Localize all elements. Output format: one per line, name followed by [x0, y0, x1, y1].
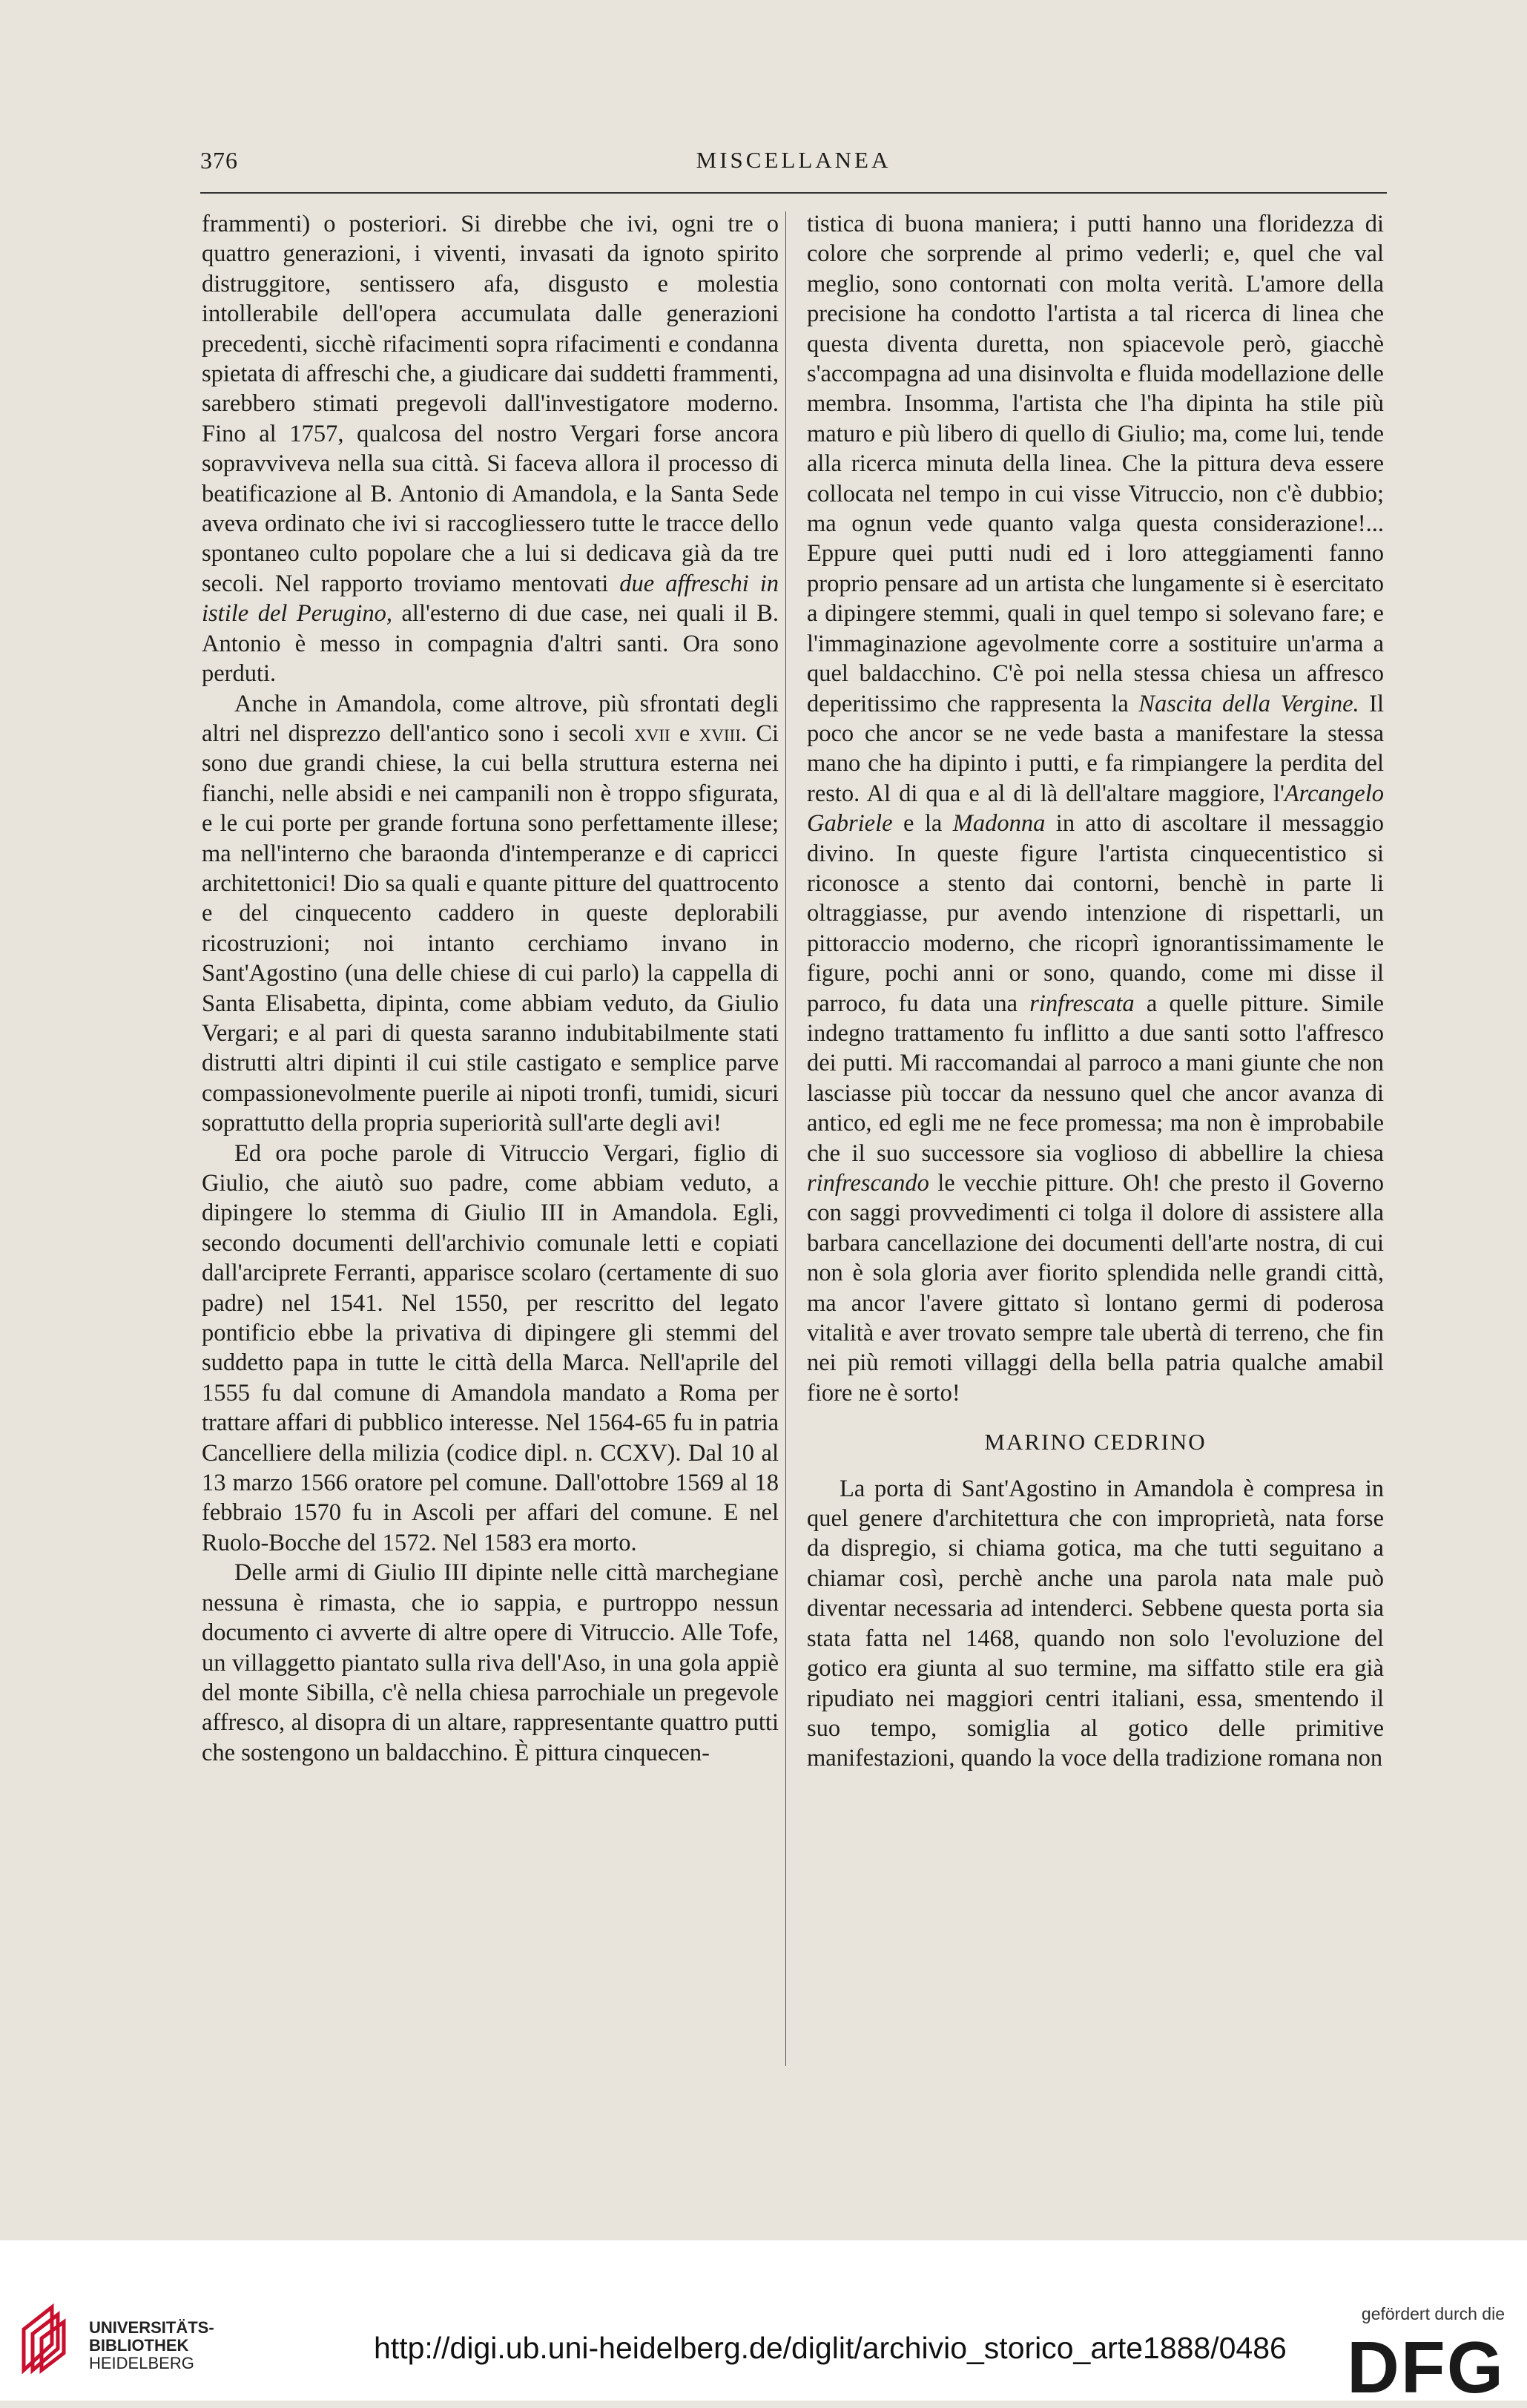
text-run: Anche in Amandola, come altrove, più sfrontati degli altri nel disprezzo dell'antico sono i secoli [202, 690, 779, 747]
page-header [200, 147, 1387, 182]
paragraph [202, 209, 779, 689]
paragraph: Ed ora poche parole di Vitruccio Vergari, figlio di Giulio, che aiutò suo padre, come abbiam veduto, a dipingere lo stemma di Giulio III in Amandola. Egli, secondo documenti dell'archivio comunale letti e copiati dall'arciprete Ferranti, apparisce scolaro (certamente di suo padre) nel 1541. Nel 1550, per rescritto del legato pontificio ebbe la privativa di dipingere gli stemmi del suddetto papa in tutte le città della Marca. Nell'aprile del 1555 fu dal comune di Amandola mandato a Roma per trattare affari di pubblico interesse. Nel 1564-65 fu in patria Cancelliere della milizia (codice dipl. n. CCXV). Dal 10 al 13 marzo 1566 oratore pel comune. Dall'ottobre 1569 al 18 febbraio 1570 fu in Ascoli per affari del comune. E nel Ruolo-Bocche del 1572. Nel 1583 era morto. [202, 1139, 779, 1556]
text-run: tistica di buona maniera; i putti hanno una floridezza di colore che sorprende al primo vederli; e, quel che val meglio, sono contornati con molta verità. L'amore della precisione ha condotto l'artista a tal ricerca di linea che questa diventa duretta, non spiacevole però, giacchè s'accompagna ad una disinvolta e fluida modellazione delle membra. Insomma, l'artista che l'ha dipinta ha stile più maturo e più libero di quello di Giulio; ma, come lui, tende alla ricerca minuta della linea. Che la pittura deva essere collocata nel tempo in cui visse Vitruccio, non c'è dubbio; ma ognun vede quanto valga questa considerazione!... Eppure quei putti nudi ed i loro atteggiamenti fanno proprio pensare ad un artista che lungamente si è esercitato a dipingere stemmi, quali in quel tempo si solevano fare; e l'immaginazione agevolmente corre a sostituire un'arma a quel baldacchino. C'è poi nella stessa chiesa un affresco deperitissimo che rappresenta la [807, 211, 1384, 717]
funded-by-label: gefördert durch die [1361, 2304, 1505, 2323]
italic-text: Madonna [952, 810, 1046, 838]
text-run: a quelle pitture. Simile indegno trattamento fu inflitto a due santi sotto l'affresco dei putti. Mi raccomandai al parroco a mani giunte che non lasciasse più toccar da nessuno quel che ancor avanza di antico, ed egli me ne fece promessa; ma non è improbabile che il suo successore sia voglioso di abbellire la chiesa [807, 990, 1385, 1167]
heidelberg-library-logo-icon [16, 2300, 80, 2374]
column-divider [785, 211, 786, 2066]
library-name-line: UNIVERSITÄTS- [89, 2318, 214, 2337]
dfg-logo: DFG [1347, 2326, 1505, 2408]
right-column [807, 209, 1384, 1774]
italic-text: rinfrescata [1029, 990, 1135, 1017]
text-run: all'esterno di due case, nei quali il B. Antonio è messo in compagnia d'altri santi. Ora sono perduti. [202, 600, 779, 688]
text-run: le vecchie pitture. Oh! che presto il Governo con saggi provvedimenti ci tolga il dolore di assistere alla barbara cancellazione dei documenti dell'arte nostra, di cui non è sola gloria aver fiorito splendida nelle grandi città, ma ancor l'avere gittato sì lontano germi di poderosa vitalità e aver trovato sempre tale ubertà di terreno, che fin nei più remoti villaggi della bella patria qualche amabil fiore ne è sorto! [807, 1170, 1384, 1407]
italic-text: Nascita della Vergine. [1138, 690, 1359, 717]
library-name-line: HEIDELBERG [89, 2354, 194, 2372]
running-title: MISCELLANEA [696, 147, 891, 173]
text-run: frammenti) o posteriori. Si direbbe che ivi, ogni tre o quattro generazioni, i viventi, invasati da ignoto spirito distruggitore, sentissero afa, disgusto e molestia intollerabile dell'opera accumulata dalle generazioni precedenti, sicchè rifacimenti sopra rifacimenti e condanna spietata di affreschi che, a giudicare dai suddetti frammenti, sarebbero stimati pregevoli dall'investigatore moderno. Fino al 1757, qualcosa del nostro Vergari forse ancora sopravviveva nella sua città. Si faceva allora il processo di beatificazione al B. Antonio di Amandola, e la Santa Sede aveva ordinato che ivi si raccogliessero tutte le tracce dello spontaneo culto popolare che a lui si dedicava già da tre secoli. Nel rapporto troviamo mentovati [202, 211, 779, 597]
source-url-link[interactable]: http://digi.ub.uni-heidelberg.de/diglit/archivio_storico_arte1888/0486 [374, 2331, 1287, 2365]
roman-numeral: xvii [634, 720, 670, 747]
paragraph: Delle armi di Giulio III dipinte nelle città marchegiane nessuna è rimasta, che io sappia, e purtroppo nessun documento ci avverte di altre opere di Vitruccio. Alle Tofe, un villaggetto piantato sulla riva dell'Aso, in una gola appiè del monte Sibilla, c'è nella chiesa parrochiale un pregevole affresco, al disopra di un altare, rappresentante quattro putti che sostengono un baldacchino. È pittura cinquecen- [202, 1559, 779, 1766]
text-run: in atto di ascoltare il messaggio divino. In queste figure l'artista cinquecentistico si riconosce a stento dai contorni, benchè in parte li oltraggiasse, pur avendo intenzione di rispettarli, un pittoraccio moderno, che ricoprì ignorantissimamente le figure, pochi anni or sono, quando, come mi disse il parroco, fu data una [807, 810, 1385, 1017]
author-signature: MARINO CEDRINO [984, 1429, 1207, 1455]
paragraph [807, 209, 1384, 1408]
italic-text: rinfrescando [807, 1170, 929, 1197]
roman-numeral: xviii. [699, 720, 747, 747]
left-column [202, 209, 779, 1768]
paragraph: La porta di Sant'Agostino in Amandola è compresa in quel genere d'architettura che con improprietà, nata forse da dispregio, si chiama gotica, ma che tutti seguitano a chiamar così, perchè anche una parola nata male può diventar necessaria ad intenderci. Sebbene questa porta sia stata fatta nel 1468, quando non solo l'evoluzione del gotico era giunta al suo termine, ma siffatto stile era già ripudiato nei maggiori centri italiani, essa, smentendo il suo tempo, somiglia al gotico delle primitive manifestazioni, quando la voce della tradizione romana non [807, 1475, 1384, 1772]
paragraph [202, 689, 779, 1139]
text-run: Ci sono due grandi chiese, la cui bella struttura esterna nei fianchi, nelle absidi e nei campanili non è troppo sfigurata, e le cui porte per grande fortuna sono perfettamente illese; ma nell'interno che baraonda d'intemperanze e di capricci architettonici! Dio sa quali e quante pitture del quattrocento e del cinquecento caddero in queste deplorabili ricostruzioni; noi intanto cerchiamo invano in Sant'Agostino (una delle chiese di cui parlo) la cappella di Santa Elisabetta, dipinta, come abbiam veduto, da Giulio Vergari; e al pari di questa saranno indubitabilmente stati distrutti altri dipinti il cui stile castigato e semplice parve compassionevolmente puerile ai nipoti tronfi, tumidi, sicuri soprattutto della propria superiorità sull'arte degli avi! [202, 720, 779, 1137]
italic-text: Arcangelo Gabriele [807, 780, 1384, 838]
header-rule [200, 192, 1387, 194]
footer-bar [0, 2240, 1527, 2408]
library-name [89, 2319, 214, 2372]
text-run: e la [903, 810, 943, 838]
italic-text: due affreschi in istile del Perugino, [202, 570, 779, 628]
text-run: e [679, 720, 690, 747]
page-number: 376 [200, 147, 238, 174]
library-name-line: BIBLIOTHEK [89, 2336, 189, 2355]
text-run: Il poco che ancor se ne vede basta a manifestare la stessa mano che ha dipinto i putti, e fa rimpiangere la perdita del resto. Al di qua e al di là dell'altare maggiore, l' [807, 690, 1385, 807]
